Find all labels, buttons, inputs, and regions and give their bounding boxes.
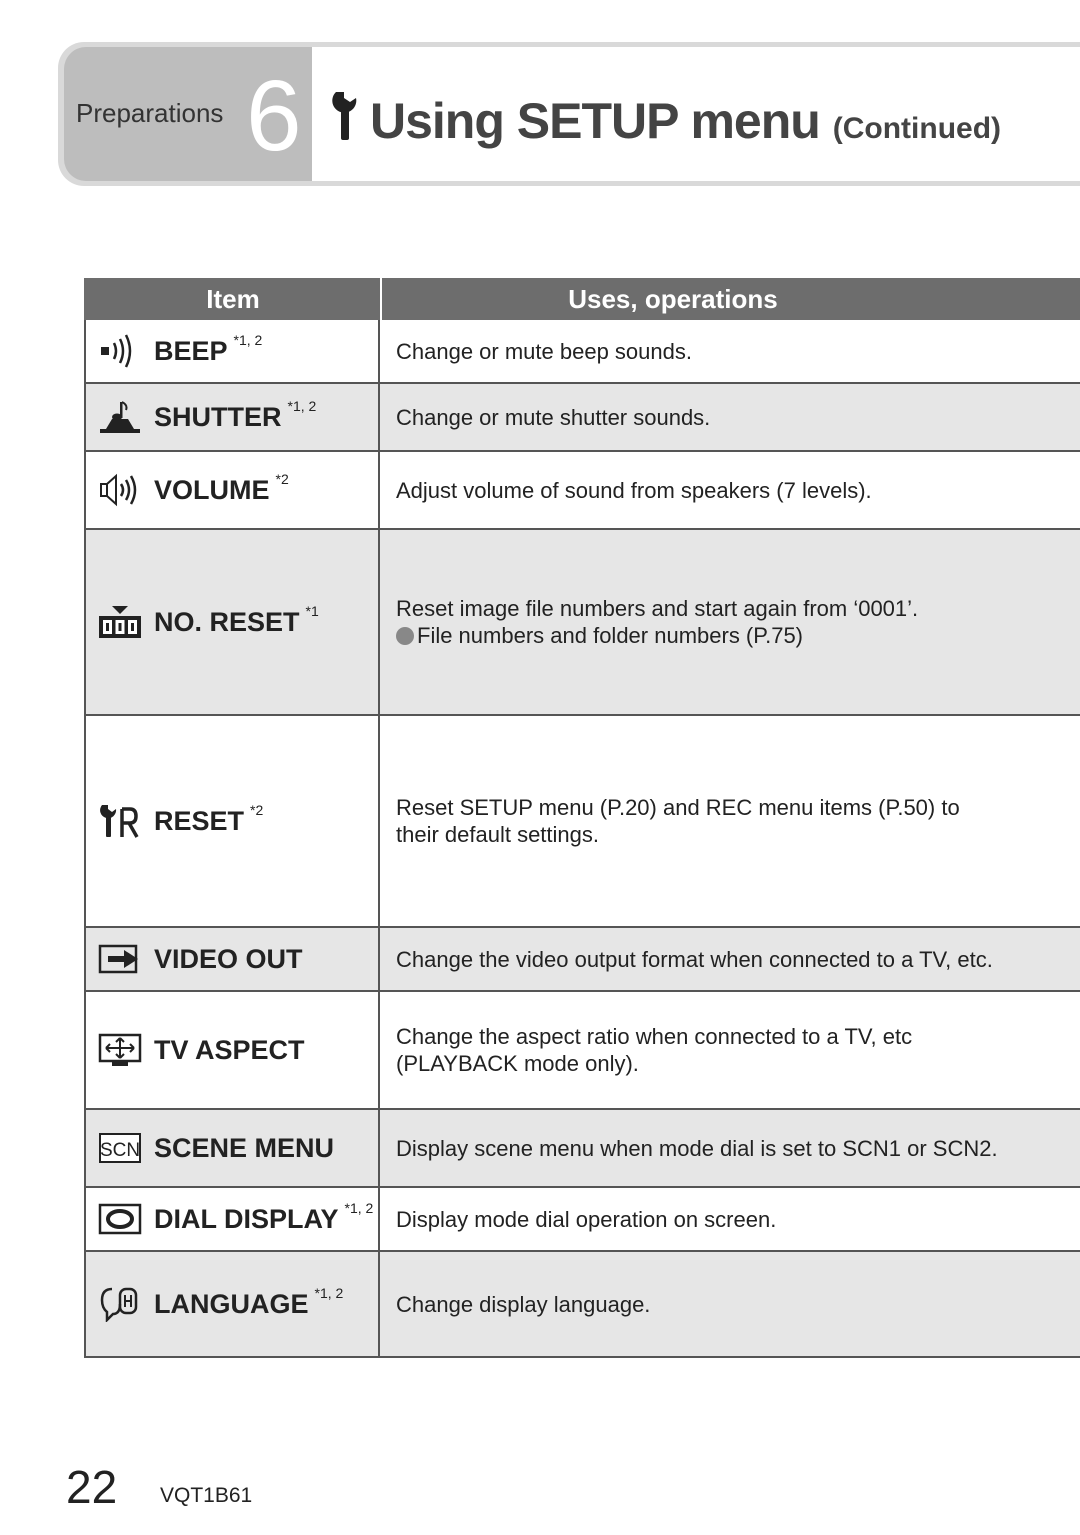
uses-cell: [380, 384, 1080, 450]
item-label: [154, 944, 309, 975]
table-row: [84, 1188, 1080, 1252]
uses-cell: [380, 992, 1080, 1108]
page-title-continued: (Continued): [832, 112, 1002, 145]
item-note: *1, 2: [314, 1284, 344, 1301]
language-icon: [98, 1286, 142, 1322]
item-note: *1, 2: [287, 397, 317, 414]
table-row: [84, 992, 1080, 1110]
item-name: VOLUME: [154, 474, 270, 505]
section-label: Preparations: [76, 98, 224, 128]
beep-icon: [98, 333, 142, 369]
number-reset-icon: [98, 604, 142, 640]
uses-bullet-line: [396, 622, 1080, 649]
item-cell: [86, 928, 380, 990]
table-row: [84, 452, 1080, 530]
item-cell: [86, 992, 380, 1108]
table-row: [84, 1252, 1080, 1358]
document-code: VQT1B61: [160, 1484, 253, 1507]
item-cell: [86, 1252, 380, 1356]
item-cell: [86, 452, 380, 528]
item-name: VIDEO OUT: [154, 943, 303, 974]
reset-icon: [98, 803, 142, 839]
svg-text:SCN: SCN: [99, 1140, 141, 1161]
scene-menu-icon: [98, 1130, 142, 1166]
uses-text: Change the aspect ratio when connected to a TV, etc: [396, 1024, 913, 1049]
table-row: [84, 384, 1080, 452]
item-label: [154, 1199, 374, 1235]
video-out-icon: [98, 941, 142, 977]
uses-text: Change the video output format when connected to a TV, etc.: [396, 946, 993, 972]
uses-text: (PLAYBACK mode only).: [396, 1051, 639, 1076]
volume-icon: [98, 472, 142, 508]
item-name: BEEP: [154, 335, 228, 366]
header-item: Item: [86, 278, 382, 320]
item-name: SCENE MENU: [154, 1132, 335, 1163]
item-label: [154, 331, 263, 367]
uses-text: Adjust volume of sound from speakers (7 levels).: [396, 477, 872, 503]
uses-text: their default settings.: [396, 822, 600, 847]
item-note: *2: [250, 801, 264, 818]
uses-bullet-text: File numbers and folder numbers (P.75): [417, 623, 804, 648]
uses-text: Reset image file numbers and start again from ‘0001’.: [396, 596, 919, 621]
item-name: LANGUAGE: [154, 1288, 309, 1319]
item-label: [154, 1133, 340, 1164]
item-cell: [86, 530, 380, 714]
uses-cell: [380, 928, 1080, 990]
setup-menu-table: [84, 278, 1080, 1358]
uses-cell: [380, 1110, 1080, 1186]
page-number: 22: [66, 1461, 118, 1513]
item-name: RESET: [154, 805, 245, 836]
table-row: [84, 928, 1080, 992]
item-label: [154, 470, 289, 506]
uses-cell: [380, 716, 1080, 926]
item-cell: [86, 320, 380, 382]
item-cell: [86, 384, 380, 450]
bullet-icon: [396, 627, 414, 645]
tv-aspect-icon: [98, 1032, 142, 1068]
table-row: [84, 320, 1080, 384]
shutter-sound-icon: [98, 399, 142, 435]
item-label: [154, 397, 317, 433]
table-header: [84, 278, 1080, 320]
item-label: [154, 1035, 311, 1066]
table-row: [84, 1110, 1080, 1188]
item-name: NO. RESET: [154, 606, 300, 637]
header-uses: Uses, operations: [568, 284, 778, 314]
table-row: [84, 530, 1080, 716]
section-number: 6: [246, 60, 302, 172]
uses-text: Display scene menu when mode dial is set to SCN1 or SCN2.: [396, 1135, 998, 1161]
uses-text: Change or mute beep sounds.: [396, 338, 692, 364]
uses-text: Change display language.: [396, 1291, 651, 1317]
item-name: SHUTTER: [154, 401, 282, 432]
uses-cell: [380, 530, 1080, 714]
item-note: *2: [275, 470, 289, 487]
page-title: [370, 92, 1001, 150]
item-note: *1, 2: [344, 1199, 374, 1216]
item-label: [154, 1284, 344, 1320]
item-cell: [86, 716, 380, 926]
item-label: [154, 801, 264, 837]
item-name: TV ASPECT: [154, 1034, 305, 1065]
uses-text: Change or mute shutter sounds.: [396, 404, 711, 430]
wrench-icon: [330, 90, 360, 142]
uses-cell: [380, 452, 1080, 528]
dial-display-icon: [98, 1201, 142, 1237]
uses-text: Reset SETUP menu (P.20) and REC menu items (P.50) to: [396, 795, 960, 820]
uses-cell: [380, 320, 1080, 382]
uses-text: Display mode dial operation on screen.: [396, 1206, 777, 1232]
item-cell: [86, 1110, 380, 1186]
item-note: *1, 2: [233, 331, 263, 348]
item-label: [154, 602, 319, 638]
item-name: DIAL DISPLAY: [154, 1203, 339, 1234]
page-title-text: Using SETUP menu: [370, 93, 820, 149]
item-note: *1: [305, 602, 319, 619]
uses-cell: [380, 1252, 1080, 1356]
item-cell: [86, 1188, 380, 1250]
table-row: [84, 716, 1080, 928]
uses-cell: [380, 1188, 1080, 1250]
